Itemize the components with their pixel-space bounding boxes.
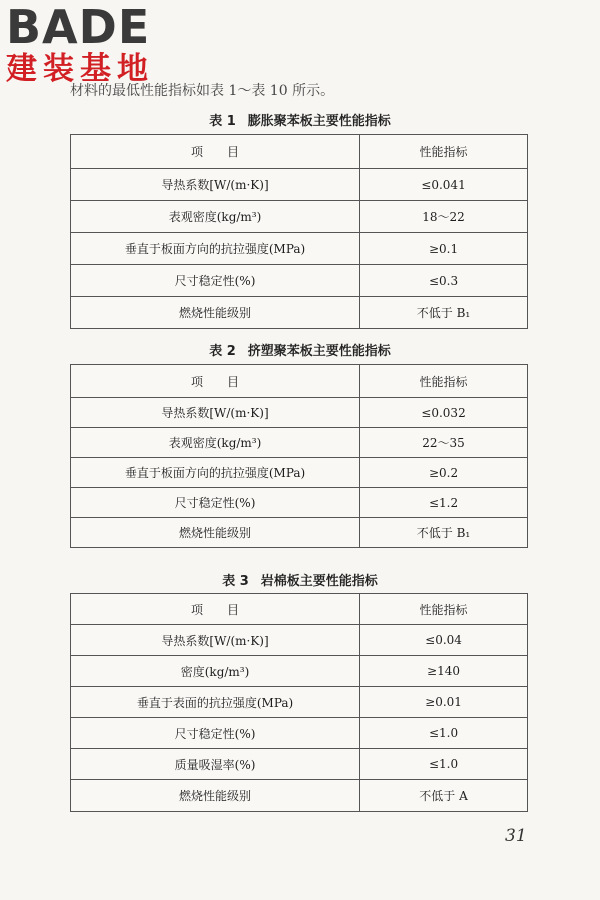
intro-text: 材料的最低性能指标如表 1～表 10 所示。 (70, 83, 335, 99)
cell-value: ≤1.2 (360, 488, 528, 518)
cell-value: 22～35 (360, 428, 528, 458)
cell-value: 不低于 B₁ (360, 297, 528, 329)
cell-item: 尺寸稳定性(%) (71, 718, 360, 749)
table-row (71, 780, 528, 812)
cell-item: 垂直于板面方向的抗拉强度(MPa) (71, 233, 360, 265)
cell-value: ≤0.032 (360, 398, 528, 428)
table-header-row (71, 365, 528, 398)
table-2 (70, 364, 528, 548)
cell-item: 表观密度(kg/m³) (71, 428, 360, 458)
table-1-caption (0, 110, 600, 129)
header-item: 项 目 (71, 365, 360, 398)
table-row (71, 428, 528, 458)
table-3-number: 表 3 (222, 574, 249, 589)
cell-value: ≤0.04 (360, 625, 528, 656)
table-row (71, 458, 528, 488)
cell-item: 导热系数[W/(m·K)] (71, 398, 360, 428)
header-item: 项 目 (71, 594, 360, 625)
table-1 (70, 134, 528, 329)
page-number: 31 (505, 826, 527, 846)
table-row (71, 718, 528, 749)
header-value: 性能指标 (360, 365, 528, 398)
table-3-title: 岩棉板主要性能指标 (260, 574, 378, 589)
table-row (71, 398, 528, 428)
header-value: 性能指标 (360, 594, 528, 625)
table-row (71, 518, 528, 548)
table-row (71, 201, 528, 233)
table-1-number: 表 1 (209, 114, 236, 129)
table-row (71, 656, 528, 687)
cell-value: ≥0.01 (360, 687, 528, 718)
cell-item: 垂直于板面方向的抗拉强度(MPa) (71, 458, 360, 488)
cell-value: 不低于 B₁ (360, 518, 528, 548)
table-1-title: 膨胀聚苯板主要性能指标 (247, 114, 391, 129)
cell-value: ≥0.2 (360, 458, 528, 488)
header-item: 项 目 (71, 135, 360, 169)
cell-value: ≤1.0 (360, 749, 528, 780)
cell-item: 表观密度(kg/m³) (71, 201, 360, 233)
cell-value: 18～22 (360, 201, 528, 233)
table-row (71, 488, 528, 518)
cell-item: 质量吸湿率(%) (71, 749, 360, 780)
cell-value: ≤1.0 (360, 718, 528, 749)
table-row (71, 233, 528, 265)
cell-item: 导热系数[W/(m·K)] (71, 169, 360, 201)
cell-item: 燃烧性能级别 (71, 297, 360, 329)
table-row (71, 297, 528, 329)
table-header-row (71, 135, 528, 169)
table-3-caption (0, 570, 600, 589)
cell-value: ≤0.041 (360, 169, 528, 201)
cell-value: ≤0.3 (360, 265, 528, 297)
cell-item: 密度(kg/m³) (71, 656, 360, 687)
cell-item: 垂直于表面的抗拉强度(MPa) (71, 687, 360, 718)
table-header-row (71, 594, 528, 625)
cell-item: 尺寸稳定性(%) (71, 265, 360, 297)
cell-item: 尺寸稳定性(%) (71, 488, 360, 518)
table-row (71, 169, 528, 201)
table-row (71, 687, 528, 718)
cell-value: ≥0.1 (360, 233, 528, 265)
cell-item: 燃烧性能级别 (71, 518, 360, 548)
table-2-caption (0, 340, 600, 359)
table-row (71, 625, 528, 656)
table-3 (70, 593, 528, 812)
table-row (71, 749, 528, 780)
cell-value: 不低于 A (360, 780, 528, 812)
header-value: 性能指标 (360, 135, 528, 169)
table-2-number: 表 2 (209, 344, 236, 359)
cell-value: ≥140 (360, 656, 528, 687)
table-row (71, 265, 528, 297)
logo-subtitle: 建装基地 (6, 51, 154, 87)
table-2-title: 挤塑聚苯板主要性能指标 (247, 344, 391, 359)
cell-item: 导热系数[W/(m·K)] (71, 625, 360, 656)
cell-item: 燃烧性能级别 (71, 780, 360, 812)
logo-brand: BADE (6, 0, 151, 54)
